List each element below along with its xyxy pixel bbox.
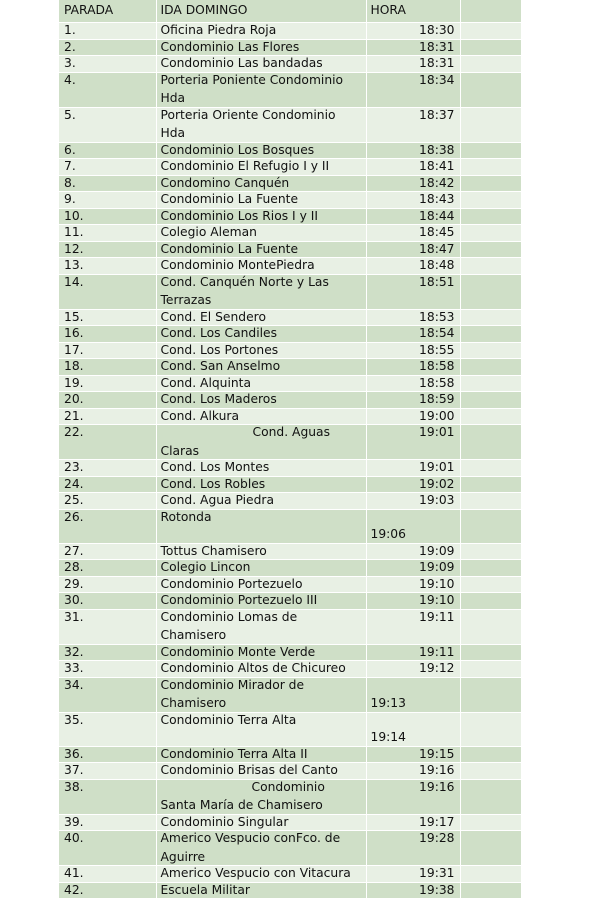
stop-name [156, 192, 366, 209]
schedule-sheet [59, 0, 521, 897]
table-row [59, 814, 521, 831]
stop-name-line1: Condominio Terra Alta [160, 712, 297, 727]
stop-name [156, 644, 366, 661]
stop-number: 22. [59, 425, 156, 460]
empty-cell [460, 241, 521, 258]
stop-name-line2: Claras [160, 443, 200, 458]
stop-name [156, 326, 366, 343]
table-row [59, 746, 521, 763]
stop-number: 29. [59, 576, 156, 593]
table-row [59, 677, 521, 712]
stop-name-line1: Condominio MontePiedra [160, 258, 315, 272]
empty-cell [460, 779, 521, 814]
stop-name-line1: Cond. Agua Piedra [160, 493, 275, 507]
stop-name [156, 763, 366, 780]
stop-number: 31. [59, 609, 156, 644]
stop-name-line1: Condominio Los Bosques [160, 142, 315, 157]
stop-name [156, 661, 366, 678]
stop-number: 36. [59, 746, 156, 763]
stop-number: 6. [59, 142, 156, 159]
stop-name [156, 779, 366, 814]
empty-cell [460, 460, 521, 477]
empty-cell [460, 72, 521, 107]
stop-name-line1: Cond. Los Maderos [160, 392, 277, 406]
empty-cell [460, 142, 521, 159]
empty-cell [460, 560, 521, 577]
stop-number: 9. [59, 192, 156, 209]
stop-number: 34. [59, 677, 156, 712]
stop-number: 8. [59, 175, 156, 192]
stop-number: 5. [59, 107, 156, 142]
empty-cell [460, 609, 521, 644]
stop-name-line1: Condominio Mirador de [160, 677, 305, 692]
table-row [59, 72, 521, 107]
stop-time: 19:01 [366, 460, 460, 477]
stop-name-line1: Condominio Portezuelo [160, 576, 303, 591]
stop-name [156, 560, 366, 577]
stop-number: 24. [59, 476, 156, 493]
stop-number: 42. [59, 882, 156, 899]
stop-name [156, 342, 366, 359]
header-empty [460, 0, 521, 23]
stop-name-line2: Hda [160, 126, 186, 140]
table-row [59, 39, 521, 56]
stop-name [156, 576, 366, 593]
table-row [59, 763, 521, 780]
header-row [59, 0, 521, 23]
stop-time: 19:09 [366, 560, 460, 577]
stop-name [156, 392, 366, 409]
stop-name-line1: Rotonda [160, 509, 212, 524]
stop-time: 18:30 [366, 23, 460, 40]
stop-time: 19:01 [366, 425, 460, 460]
table-row [59, 107, 521, 142]
table-row [59, 241, 521, 258]
stop-name [156, 746, 366, 763]
stop-name-line1: Condominio Lomas de [160, 609, 298, 624]
stop-number: 13. [59, 258, 156, 275]
stop-number: 7. [59, 159, 156, 176]
table-row [59, 576, 521, 593]
stop-time: 19:09 [366, 543, 460, 560]
stop-name-line1: Cond. Los Candiles [160, 326, 278, 340]
table-row [59, 23, 521, 40]
stop-name-line1: Condominio Las Flores [160, 39, 300, 54]
stop-name-line1: Colegio Lincon [160, 560, 251, 574]
stop-time: 19:38 [366, 882, 460, 899]
empty-cell [460, 192, 521, 209]
stop-name-line1: Colegio Aleman [160, 225, 257, 239]
stop-name [156, 175, 366, 192]
stop-name [156, 39, 366, 56]
table-row [59, 460, 521, 477]
stop-number: 27. [59, 543, 156, 560]
stop-name-line1: Cond. Canquén Norte y Las [160, 274, 329, 289]
stop-name-line1: Porteria Oriente Condominio [160, 107, 336, 122]
stop-name [156, 882, 366, 899]
stop-name [156, 359, 366, 376]
stop-name-line1: Condominio Monte Verde [160, 644, 316, 659]
table-row [59, 644, 521, 661]
stop-name [156, 241, 366, 258]
stop-time: 18:58 [366, 375, 460, 392]
stop-name [156, 493, 366, 510]
table-row [59, 258, 521, 275]
stop-name [156, 142, 366, 159]
stop-time: 19:02 [366, 476, 460, 493]
stop-name-line1: Condominio El Refugio I y II [160, 159, 330, 173]
stop-name [156, 609, 366, 644]
stop-time: 18:31 [366, 39, 460, 56]
header-time: HORA [366, 0, 460, 23]
stop-number: 37. [59, 763, 156, 780]
stop-name [156, 225, 366, 242]
stop-name [156, 72, 366, 107]
stop-name-line1: Cond. Alkura [160, 408, 239, 423]
stop-time: 19:11 [366, 644, 460, 661]
stop-name-line1: Cond. Aguas [252, 425, 330, 439]
table-row [59, 779, 521, 814]
stop-name-line1: Condominio [251, 779, 325, 794]
table-row [59, 192, 521, 209]
stop-number: 16. [59, 326, 156, 343]
empty-cell [460, 543, 521, 560]
empty-cell [460, 644, 521, 661]
stop-name [156, 56, 366, 73]
stop-name-line1: Cond. El Sendero [160, 309, 266, 324]
stop-name-line1: Oficina Piedra Roja [160, 23, 277, 37]
stop-number: 20. [59, 392, 156, 409]
empty-cell [460, 712, 521, 746]
table-row [59, 560, 521, 577]
stop-time: 18:37 [366, 107, 460, 142]
stop-number: 25. [59, 493, 156, 510]
empty-cell [460, 56, 521, 73]
stop-name-line1: Tottus Chamisero [160, 543, 267, 558]
empty-cell [460, 493, 521, 510]
stop-time: 18:51 [366, 274, 460, 309]
stop-time: 19:03 [366, 493, 460, 510]
stop-time: 18:58 [366, 359, 460, 376]
stop-name-line1: Condominio Portezuelo III [160, 593, 318, 607]
stop-number: 2. [59, 39, 156, 56]
stop-time: 19:15 [366, 746, 460, 763]
stop-time: 19:00 [366, 408, 460, 425]
stop-name [156, 509, 366, 543]
table-row [59, 225, 521, 242]
stop-time: 18:54 [366, 326, 460, 343]
stop-number: 3. [59, 56, 156, 73]
stop-name [156, 23, 366, 40]
table-row [59, 208, 521, 225]
stop-name-line1: Escuela Militar [160, 882, 250, 897]
stop-name-line2: Chamisero [160, 696, 227, 710]
stop-name [156, 375, 366, 392]
stop-name-line1: Condominio Terra Alta II [160, 746, 308, 761]
stop-name-line1: Condominio Brisas del Canto [160, 763, 338, 777]
stop-number: 4. [59, 72, 156, 107]
stop-name-line1: Cond. Los Portones [160, 342, 279, 357]
stop-time: 19:12 [366, 661, 460, 678]
stop-name [156, 408, 366, 425]
stop-name [156, 274, 366, 309]
stop-number: 19. [59, 375, 156, 392]
stop-name [156, 831, 366, 866]
empty-cell [460, 375, 521, 392]
stop-name [156, 425, 366, 460]
empty-cell [460, 208, 521, 225]
stop-name-line1: Porteria Poniente Condominio [160, 72, 344, 87]
stop-name [156, 593, 366, 610]
header-route: IDA DOMINGO [156, 0, 366, 23]
stop-time: 18:55 [366, 342, 460, 359]
stop-name-line1: Condominio Los Rios I y II [160, 208, 319, 223]
stop-name-line2: Chamisero [160, 628, 227, 642]
table-row [59, 359, 521, 376]
empty-cell [460, 831, 521, 866]
stop-name-line1: Cond. San Anselmo [160, 359, 281, 373]
stop-name-line1: Americo Vespucio con Vitacura [160, 866, 351, 880]
empty-cell [460, 882, 521, 899]
stop-number: 32. [59, 644, 156, 661]
stop-number: 10. [59, 208, 156, 225]
stop-name-line1: Condominio Las bandadas [160, 56, 323, 70]
empty-cell [460, 677, 521, 712]
empty-cell [460, 309, 521, 326]
table-row [59, 159, 521, 176]
empty-cell [460, 39, 521, 56]
stop-name [156, 309, 366, 326]
empty-cell [460, 175, 521, 192]
empty-cell [460, 225, 521, 242]
stop-name-line1: Americo Vespucio conFco. de [160, 831, 341, 845]
stop-number: 15. [59, 309, 156, 326]
stop-number: 17. [59, 342, 156, 359]
stop-time: 18:59 [366, 392, 460, 409]
stop-number: 38. [59, 779, 156, 814]
stop-time: 19:17 [366, 814, 460, 831]
stop-number: 41. [59, 866, 156, 883]
empty-cell [460, 23, 521, 40]
empty-cell [460, 763, 521, 780]
stop-number: 23. [59, 460, 156, 477]
stop-time: 19:06 [366, 509, 460, 543]
stop-number: 30. [59, 593, 156, 610]
stop-name [156, 107, 366, 142]
stop-name-line1: Condominio La Fuente [160, 192, 299, 206]
stop-number: 12. [59, 241, 156, 258]
stop-name-line1: Condominio Singular [160, 814, 289, 829]
stop-time: 18:42 [366, 175, 460, 192]
stop-name-line1: Cond. Alquinta [160, 375, 252, 390]
empty-cell [460, 107, 521, 142]
stop-name-line2: Aguirre [160, 849, 206, 864]
empty-cell [460, 359, 521, 376]
stop-name [156, 258, 366, 275]
table-row [59, 509, 521, 543]
table-row [59, 831, 521, 866]
stop-name [156, 476, 366, 493]
stop-name [156, 712, 366, 746]
empty-cell [460, 661, 521, 678]
table-row [59, 326, 521, 343]
table-row [59, 175, 521, 192]
empty-cell [460, 274, 521, 309]
empty-cell [460, 746, 521, 763]
stop-name-line1: Condominio Altos de Chicureo [160, 661, 346, 675]
stop-number: 18. [59, 359, 156, 376]
stop-time: 18:43 [366, 192, 460, 209]
stop-name [156, 159, 366, 176]
stop-time: 19:13 [366, 677, 460, 712]
stop-time: 18:45 [366, 225, 460, 242]
empty-cell [460, 593, 521, 610]
stop-name-line2: Hda [160, 91, 186, 105]
empty-cell [460, 392, 521, 409]
stop-time: 18:31 [366, 56, 460, 73]
stop-number: 14. [59, 274, 156, 309]
empty-cell [460, 476, 521, 493]
stop-name-line2: Santa María de Chamisero [160, 798, 323, 812]
empty-cell [460, 326, 521, 343]
stop-time: 18:38 [366, 142, 460, 159]
stop-time: 18:53 [366, 309, 460, 326]
stop-number: 33. [59, 661, 156, 678]
stop-time: 19:16 [366, 763, 460, 780]
schedule-table [59, 0, 522, 899]
empty-cell [460, 509, 521, 543]
empty-cell [460, 258, 521, 275]
stop-time: 19:16 [366, 779, 460, 814]
stop-name [156, 677, 366, 712]
header-stop: PARADA [59, 0, 156, 23]
stop-name [156, 543, 366, 560]
table-row [59, 408, 521, 425]
stop-name [156, 460, 366, 477]
stop-number: 11. [59, 225, 156, 242]
table-row [59, 882, 521, 899]
table-row [59, 661, 521, 678]
stop-number: 1. [59, 23, 156, 40]
table-row [59, 593, 521, 610]
stop-name-line1: Condomino Canquén [160, 175, 290, 190]
table-row [59, 56, 521, 73]
stop-number: 39. [59, 814, 156, 831]
table-row [59, 274, 521, 309]
stop-name-line2: Terrazas [160, 293, 212, 307]
empty-cell [460, 159, 521, 176]
stop-name [156, 208, 366, 225]
stop-name-line1: Cond. Los Montes [160, 460, 270, 474]
stop-time: 19:31 [366, 866, 460, 883]
stop-number: 40. [59, 831, 156, 866]
stop-time: 18:41 [366, 159, 460, 176]
stop-time: 18:48 [366, 258, 460, 275]
stop-number: 28. [59, 560, 156, 577]
table-row [59, 309, 521, 326]
empty-cell [460, 342, 521, 359]
table-row [59, 493, 521, 510]
empty-cell [460, 425, 521, 460]
table-row [59, 609, 521, 644]
table-row [59, 712, 521, 746]
stop-name-line1: Cond. Los Robles [160, 476, 266, 491]
table-row [59, 476, 521, 493]
stop-time: 19:11 [366, 609, 460, 644]
stop-time: 19:10 [366, 593, 460, 610]
stop-time: 18:34 [366, 72, 460, 107]
table-row [59, 543, 521, 560]
table-row [59, 375, 521, 392]
stop-time: 19:14 [366, 712, 460, 746]
table-row [59, 392, 521, 409]
empty-cell [460, 576, 521, 593]
stop-number: 26. [59, 509, 156, 543]
stop-time: 19:28 [366, 831, 460, 866]
table-row [59, 425, 521, 460]
stop-name [156, 814, 366, 831]
empty-cell [460, 408, 521, 425]
table-row [59, 342, 521, 359]
stop-number: 35. [59, 712, 156, 746]
stop-name-line1: Condominio La Fuente [160, 241, 299, 256]
stop-number: 21. [59, 408, 156, 425]
table-row [59, 142, 521, 159]
empty-cell [460, 814, 521, 831]
stop-time: 18:44 [366, 208, 460, 225]
stop-time: 19:10 [366, 576, 460, 593]
stop-time: 18:47 [366, 241, 460, 258]
